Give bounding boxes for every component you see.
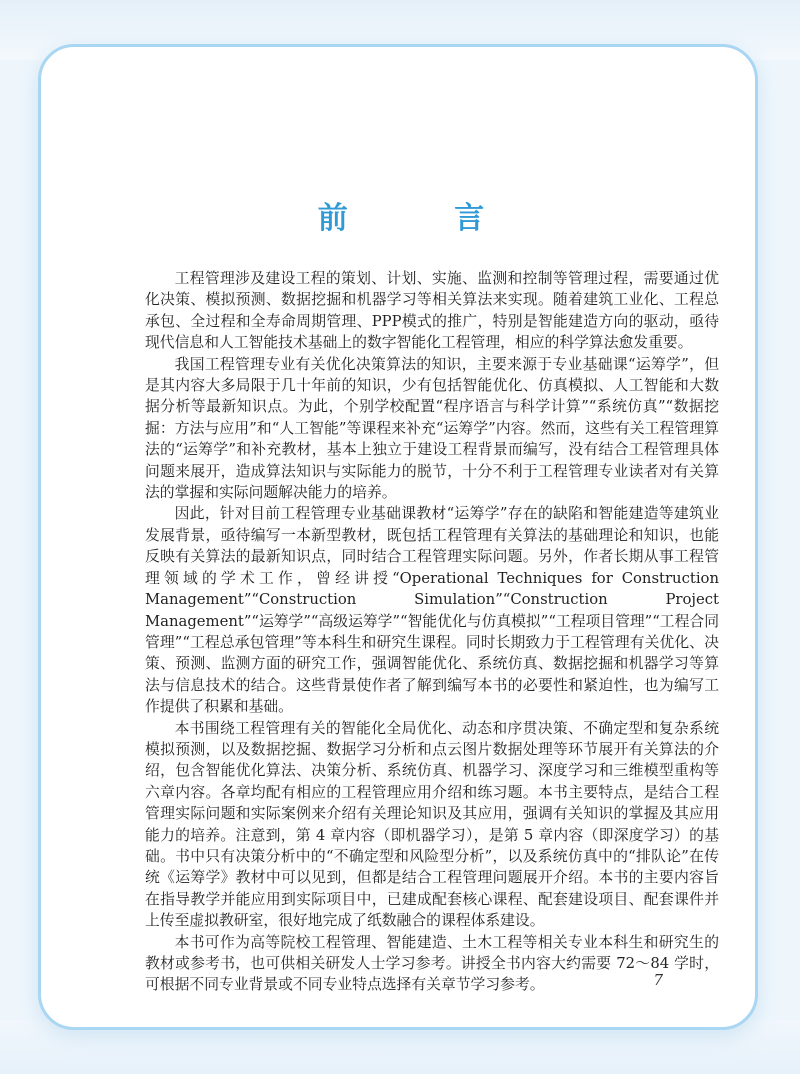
paragraph-2: 我国工程管理专业有关优化决策算法的知识，主要来源于专业基础课“运筹学”，但是其内容大多局限于几十年前的知识，少有包括智能优化、仿真模拟、人工智能和大数据分析等最新知识点。为此，个别学校配置“程序语言与科学计算”“系统仿真”“数据挖掘：方法与应用”和“人工智能”等课程来补充“运筹学”内容。然而，这些有关工程管理算法的“运筹学”和补充教材，基本上独立于建设工程背景而编写，没有结合工程管理具体问题来展开，造成算法知识与实际能力的脱节，十分不利于工程管理专业读者对有关算法的掌握和实际问题解决能力的培养。 [145, 355, 719, 502]
paragraph-4: 本书围绕工程管理有关的智能化全局优化、动态和序贯决策、不确定型和复杂系统模拟预测，以及数据挖掘、数据学习分析和点云图片数据处理等环节展开有关算法的介绍，包含智能优化算法、决策分析、系统仿真、机器学习、深度学习和三维模型重构等六章内容。各章均配有相应的工程管理应用介绍和练习题。本书主要特点，是结合工程管理实际问题和实际案例来介绍有关理论知识及其应用，强调有关知识的掌握及其应用能力的培养。注意到，第 4 章内容（即机器学习），是第 5 章内容（即深度学习）的基础。书中只有决策分析中的“不确定型和风险型分析”，以及系统仿真中的“排队论”在传统《运筹学》教材中可以见到，但都是结合工程管理问题展开介绍。本书的主要内容旨在指导教学并能应用到实际项目中，已建成配套核心课程、配套建设项目、配套课件并上传至虚拟教研室，很好地完成了纸数融合的课程体系建设。 [145, 719, 719, 930]
page-card [38, 44, 758, 1030]
page-number: 7 [653, 971, 663, 989]
page-title: 前 言 [317, 201, 533, 236]
paragraph-5: 本书可作为高等院校工程管理、智能建造、土木工程等相关专业本科生和研究生的教材或参考书，也可供相关研发人士学习参考。讲授全书内容大约需要 72～84 学时，可根据不同专业背景或不同专业特点选择有关章节学习参考。 [145, 933, 719, 994]
paragraph-3: 因此，针对目前工程管理专业基础课教材“运筹学”存在的缺陷和智能建造等建筑业发展背景，亟待编写一本新型教材，既包括工程管理有关算法的基础理论和知识，也能反映有关算法的最新知识点，同时结合工程管理实际问题。另外，作者长期从事工程管理领域的学术工作，曾经讲授“Operational Techniques for Construction Management”“Construction Simulation”“Construction Project Management”“运筹学”“高级运筹学”“智能优化与仿真模拟”“工程项目管理”“工程合同管理”“工程总承包管理”等本科生和研究生课程。同时长期致力于工程管理有关优化、决策、预测、监测方面的研究工作，强调智能优化、系统仿真、数据挖掘和机器学习等算法与信息技术的结合。这些背景使作者了解到编写本书的必要性和紧迫性，也为编写工作提供了积累和基础。 [145, 505, 719, 716]
preface-body [145, 268, 719, 996]
paragraph-1: 工程管理涉及建设工程的策划、计划、实施、监测和控制等管理过程，需要通过优化决策、模拟预测、数据挖掘和机器学习等相关算法来实现。随着建筑工业化、工程总承包、全过程和全寿命周期管理、PPP模式的推广，特别是智能建造方向的驱动，亟待现代信息和人工智能技术基础上的数字智能化工程管理，相应的科学算法愈发重要。 [145, 270, 719, 352]
